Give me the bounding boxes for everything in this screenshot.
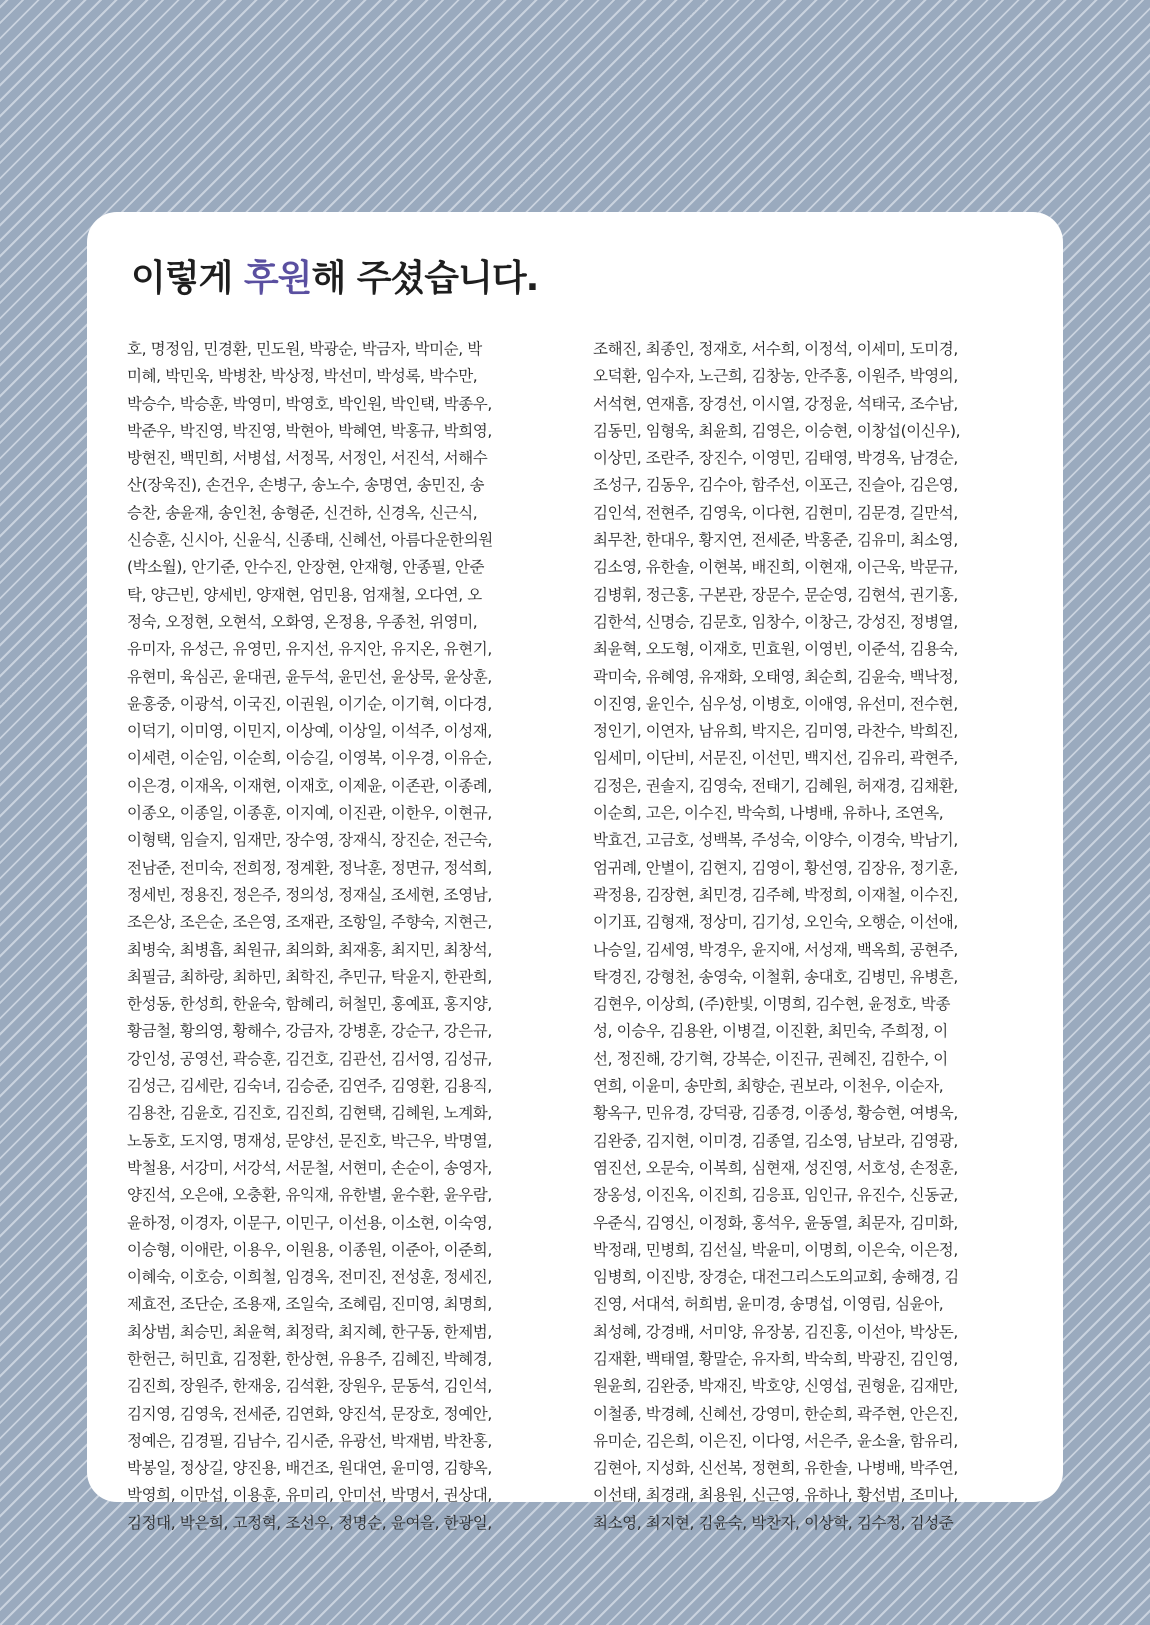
- donor-line: 탁, 양근빈, 양세빈, 양재현, 엄민용, 엄재철, 오다연, 오: [127, 585, 482, 604]
- title-accent: 후원: [243, 258, 312, 299]
- donor-line: 강인성, 공영선, 곽승훈, 김건호, 김관선, 김서영, 김성규,: [127, 1049, 492, 1068]
- donor-card: [87, 212, 1063, 1532]
- title-suffix: 해 주셨습니다.: [311, 258, 539, 299]
- donor-line: 윤홍중, 이광석, 이국진, 이권원, 이기순, 이기혁, 이다경,: [127, 694, 492, 713]
- donor-line: 탁경진, 강형천, 송영숙, 이철휘, 송대호, 김병민, 유병흔,: [593, 967, 958, 986]
- donor-line: 성, 이승우, 김용완, 이병걸, 이진환, 최민숙, 주희정, 이: [593, 1022, 948, 1041]
- donor-line: 이철종, 박경혜, 신혜선, 강영미, 한순희, 곽주현, 안은진,: [593, 1404, 958, 1423]
- donor-line: 이상민, 조란주, 장진수, 이영민, 김태영, 박경옥, 남경순,: [593, 449, 958, 468]
- donor-line: 박효건, 고금호, 성백복, 주성숙, 이양수, 이경숙, 박남기,: [593, 831, 958, 850]
- donor-line: 이형택, 임슬지, 임재만, 장수영, 장재식, 장진순, 전근숙,: [127, 831, 492, 850]
- donor-line: 이혜숙, 이호승, 이희철, 임경옥, 전미진, 전성훈, 정세진,: [127, 1268, 492, 1287]
- donor-line: 최윤혁, 오도형, 이재호, 민효원, 이영빈, 이준석, 김용숙,: [593, 640, 958, 659]
- donor-line: 선, 정진해, 강기혁, 강복순, 이진규, 권혜진, 김한수, 이: [593, 1049, 948, 1068]
- donor-line: 김소영, 유한솔, 이현복, 배진희, 이현재, 이근욱, 박문규,: [593, 558, 958, 577]
- donor-line: 오덕환, 임수자, 노근희, 김창농, 안주홍, 이원주, 박영의,: [593, 367, 958, 386]
- donor-line: 박승수, 박승훈, 박영미, 박영호, 박인원, 박인택, 박종우,: [127, 394, 492, 413]
- donor-line: 최필금, 최하랑, 최하민, 최학진, 추민규, 탁윤지, 한관희,: [127, 967, 492, 986]
- donor-line: 승찬, 송윤재, 송인천, 송형준, 신건하, 신경옥, 신근식,: [127, 503, 478, 522]
- donor-line: 조해진, 최종인, 정재호, 서수희, 이정석, 이세미, 도미경,: [593, 340, 958, 358]
- donor-line: 최소영, 최지현, 김윤숙, 박찬자, 이상학, 김수정, 김성준: [593, 1513, 954, 1532]
- donor-line: 김동민, 임형욱, 최윤희, 김영은, 이승현, 이창섭(이신우),: [593, 421, 961, 440]
- donor-list-right: [593, 336, 1026, 1537]
- donor-line: 박봉일, 정상길, 양진용, 배건조, 원대연, 윤미영, 김향옥,: [127, 1459, 492, 1478]
- donor-line: 유미자, 유성근, 유영민, 유지선, 유지안, 유지온, 유현기,: [127, 640, 492, 659]
- donor-line: 미혜, 박민욱, 박병찬, 박상정, 박선미, 박성록, 박수만,: [127, 367, 478, 386]
- donor-line: 서석현, 연재흠, 장경선, 이시열, 강정윤, 석태국, 조수남,: [593, 394, 958, 413]
- donor-line: 제효전, 조단순, 조용재, 조일숙, 조혜림, 진미영, 최명희,: [127, 1295, 492, 1314]
- donor-line: 최무찬, 한대우, 황지연, 전세준, 박홍준, 김유미, 최소영,: [593, 531, 958, 550]
- donor-line: 임병희, 이진방, 장경순, 대전그리스도의교회, 송해경, 김: [593, 1268, 959, 1287]
- donor-line: 노동호, 도지영, 명재성, 문양선, 문진호, 박근우, 박명열,: [127, 1131, 492, 1150]
- donor-line: 김재환, 백태열, 황말순, 유자희, 박숙희, 박광진, 김인영,: [593, 1349, 958, 1368]
- donor-line: 전남준, 전미숙, 전희정, 정계환, 정낙훈, 정면규, 정석희,: [127, 858, 492, 877]
- donor-line: 진영, 서대석, 허희범, 윤미경, 송명섭, 이영림, 심윤아,: [593, 1295, 944, 1314]
- donor-line: 한헌근, 허민효, 김정환, 한상현, 유용주, 김혜진, 박혜경,: [127, 1349, 492, 1368]
- donor-line: 이순희, 고은, 이수진, 박숙희, 나병배, 유하나, 조연옥,: [593, 804, 944, 823]
- donor-line: 방현진, 백민희, 서병섭, 서정목, 서정인, 서진석, 서해수: [127, 449, 488, 468]
- donor-line: 김현우, 이상희, (주)한빛, 이명희, 김수현, 윤정호, 박종: [593, 995, 951, 1014]
- donor-line: 원윤희, 김완중, 박재진, 박호양, 신영섭, 권형윤, 김재만,: [593, 1377, 958, 1396]
- page-title: [131, 250, 538, 301]
- donor-line: 김진희, 장원주, 한재웅, 김석환, 장원우, 문동석, 김인석,: [127, 1377, 492, 1396]
- donor-line: 이세련, 이순임, 이순희, 이승길, 이영복, 이우경, 이유순,: [127, 749, 492, 768]
- donor-line: 이승형, 이애란, 이용우, 이원용, 이종원, 이준아, 이준희,: [127, 1240, 492, 1259]
- donor-line: 엄귀례, 안별이, 김현지, 김영이, 황선영, 김장유, 정기훈,: [593, 858, 958, 877]
- donor-line: 신승훈, 신시아, 신윤식, 신종태, 신혜선, 아름다운한의원: [127, 531, 493, 550]
- donor-line: 조은상, 조은순, 조은영, 조재관, 조항일, 주향숙, 지현근,: [127, 913, 492, 932]
- donor-line: 이기표, 김형재, 정상미, 김기성, 오인숙, 오행순, 이선애,: [593, 913, 958, 932]
- donor-line: 연희, 이윤미, 송만희, 최향순, 권보라, 이천우, 이순자,: [593, 1077, 944, 1096]
- donor-line: 김현아, 지성화, 신선복, 정현희, 유한솔, 나병배, 박주연,: [593, 1459, 958, 1478]
- donor-line: 윤하정, 이경자, 이문구, 이민구, 이선용, 이소현, 이숙영,: [127, 1213, 492, 1232]
- donor-line: 산(장욱진), 손건우, 손병구, 송노수, 송명연, 송민진, 송: [127, 476, 485, 495]
- donor-line: 이덕기, 이미영, 이민지, 이상예, 이상일, 이석주, 이성재,: [127, 722, 492, 741]
- donor-line: 김완중, 김지현, 이미경, 김종열, 김소영, 남보라, 김영광,: [593, 1131, 958, 1150]
- donor-line: 나승일, 김세영, 박경우, 윤지애, 서성재, 백옥희, 공현주,: [593, 940, 958, 959]
- donor-line: 장옹성, 이진옥, 이진희, 김응표, 임인규, 유진수, 신동균,: [593, 1186, 958, 1205]
- donor-line: 이선태, 최경래, 최용원, 신근영, 유하나, 황선범, 조미나,: [593, 1486, 958, 1505]
- donor-line: 최상범, 최승민, 최윤혁, 최정락, 최지혜, 한구동, 한제범,: [127, 1322, 492, 1341]
- donor-line: 조성구, 김동우, 김수아, 함주선, 이포근, 진슬아, 김은영,: [593, 476, 958, 495]
- donor-line: 박준우, 박진영, 박진영, 박현아, 박혜연, 박홍규, 박희영,: [127, 421, 492, 440]
- donor-line: 양진석, 오은애, 오충환, 유익재, 유한별, 윤수환, 윤우람,: [127, 1186, 492, 1205]
- donor-line: 김지영, 김영욱, 전세준, 김연화, 양진석, 문장호, 정예안,: [127, 1404, 492, 1423]
- donor-line: 김인석, 전현주, 김영욱, 이다현, 김현미, 김문경, 길만석,: [593, 503, 958, 522]
- donor-line: 박철용, 서강미, 서강석, 서문철, 서현미, 손순이, 송영자,: [127, 1158, 492, 1177]
- donor-line: 박정래, 민병희, 김선실, 박윤미, 이명희, 이은숙, 이은정,: [593, 1240, 958, 1259]
- donor-line: 염진선, 오문숙, 이복희, 심현재, 성진영, 서호성, 손정훈,: [593, 1158, 958, 1177]
- donor-list-left: [127, 336, 560, 1537]
- donor-line: 호, 명정임, 민경환, 민도원, 박광순, 박금자, 박미순, 박: [127, 340, 482, 358]
- donor-line: 최병숙, 최병흡, 최원규, 최의화, 최재홍, 최지민, 최창석,: [127, 940, 492, 959]
- donor-line: 정인기, 이연자, 남유희, 박지은, 김미영, 라찬수, 박희진,: [593, 722, 958, 741]
- donor-line: 김한석, 신명승, 김문호, 임창수, 이창근, 강성진, 정병열,: [593, 612, 958, 631]
- donor-line: 정예은, 김경필, 김남수, 김시준, 유광선, 박재범, 박찬홍,: [127, 1431, 492, 1450]
- donor-line: 황옥구, 민유경, 강덕광, 김종경, 이종성, 황승현, 여병욱,: [593, 1104, 958, 1123]
- donor-line: 정숙, 오정현, 오현석, 오화영, 온정용, 우종천, 위영미,: [127, 612, 478, 631]
- donor-line: 유미순, 김은희, 이은진, 이다영, 서은주, 윤소율, 함유리,: [593, 1431, 958, 1450]
- donor-line: 한성동, 한성희, 한윤숙, 함혜리, 허철민, 홍예표, 홍지양,: [127, 995, 492, 1014]
- donor-line: 이종오, 이종일, 이종훈, 이지예, 이진관, 이한우, 이현규,: [127, 804, 492, 823]
- donor-line: 이은경, 이재옥, 이재현, 이재호, 이제윤, 이존관, 이종례,: [127, 776, 492, 795]
- donor-line: 박영희, 이만섭, 이용훈, 유미리, 안미선, 박명서, 권상대,: [127, 1486, 492, 1505]
- donor-line: (박소월), 안기준, 안수진, 안장현, 안재형, 안종필, 안준: [127, 558, 485, 577]
- donor-line: 김병휘, 정근홍, 구본관, 장문수, 문순영, 김현석, 권기홍,: [593, 585, 958, 604]
- donor-line: 우준식, 김영신, 이정화, 홍석우, 윤동열, 최문자, 김미화,: [593, 1213, 958, 1232]
- donor-line: 곽정용, 김장현, 최민경, 김주혜, 박정희, 이재철, 이수진,: [593, 885, 958, 904]
- title-prefix: 이렇게: [131, 258, 244, 299]
- donor-line: 유현미, 육심곤, 윤대권, 윤두석, 윤민선, 윤상묵, 윤상훈,: [127, 667, 492, 686]
- donor-line: 임세미, 이단비, 서문진, 이선민, 백지선, 김유리, 곽현주,: [593, 749, 958, 768]
- donor-line: 김정대, 박은희, 고정혁, 조선우, 정명순, 윤여을, 한광일,: [127, 1513, 492, 1532]
- donor-line: 최성혜, 강경배, 서미양, 유장봉, 김진홍, 이선아, 박상돈,: [593, 1322, 958, 1341]
- donor-line: 김용찬, 김윤호, 김진호, 김진희, 김현택, 김혜원, 노계화,: [127, 1104, 492, 1123]
- donor-line: 이진영, 윤인수, 심우성, 이병호, 이애영, 유선미, 전수현,: [593, 694, 958, 713]
- donor-line: 김성근, 김세란, 김숙녀, 김승준, 김연주, 김영환, 김용직,: [127, 1077, 492, 1096]
- donor-line: 정세빈, 정용진, 정은주, 정의성, 정재실, 조세현, 조영남,: [127, 885, 492, 904]
- donor-line: 김정은, 권솔지, 김영숙, 전태기, 김혜원, 허재경, 김채환,: [593, 776, 958, 795]
- donor-line: 곽미숙, 유혜영, 유재화, 오태영, 최순희, 김윤숙, 백낙정,: [593, 667, 958, 686]
- donor-line: 황금철, 황의영, 황해수, 강금자, 강병훈, 강순구, 강은규,: [127, 1022, 492, 1041]
